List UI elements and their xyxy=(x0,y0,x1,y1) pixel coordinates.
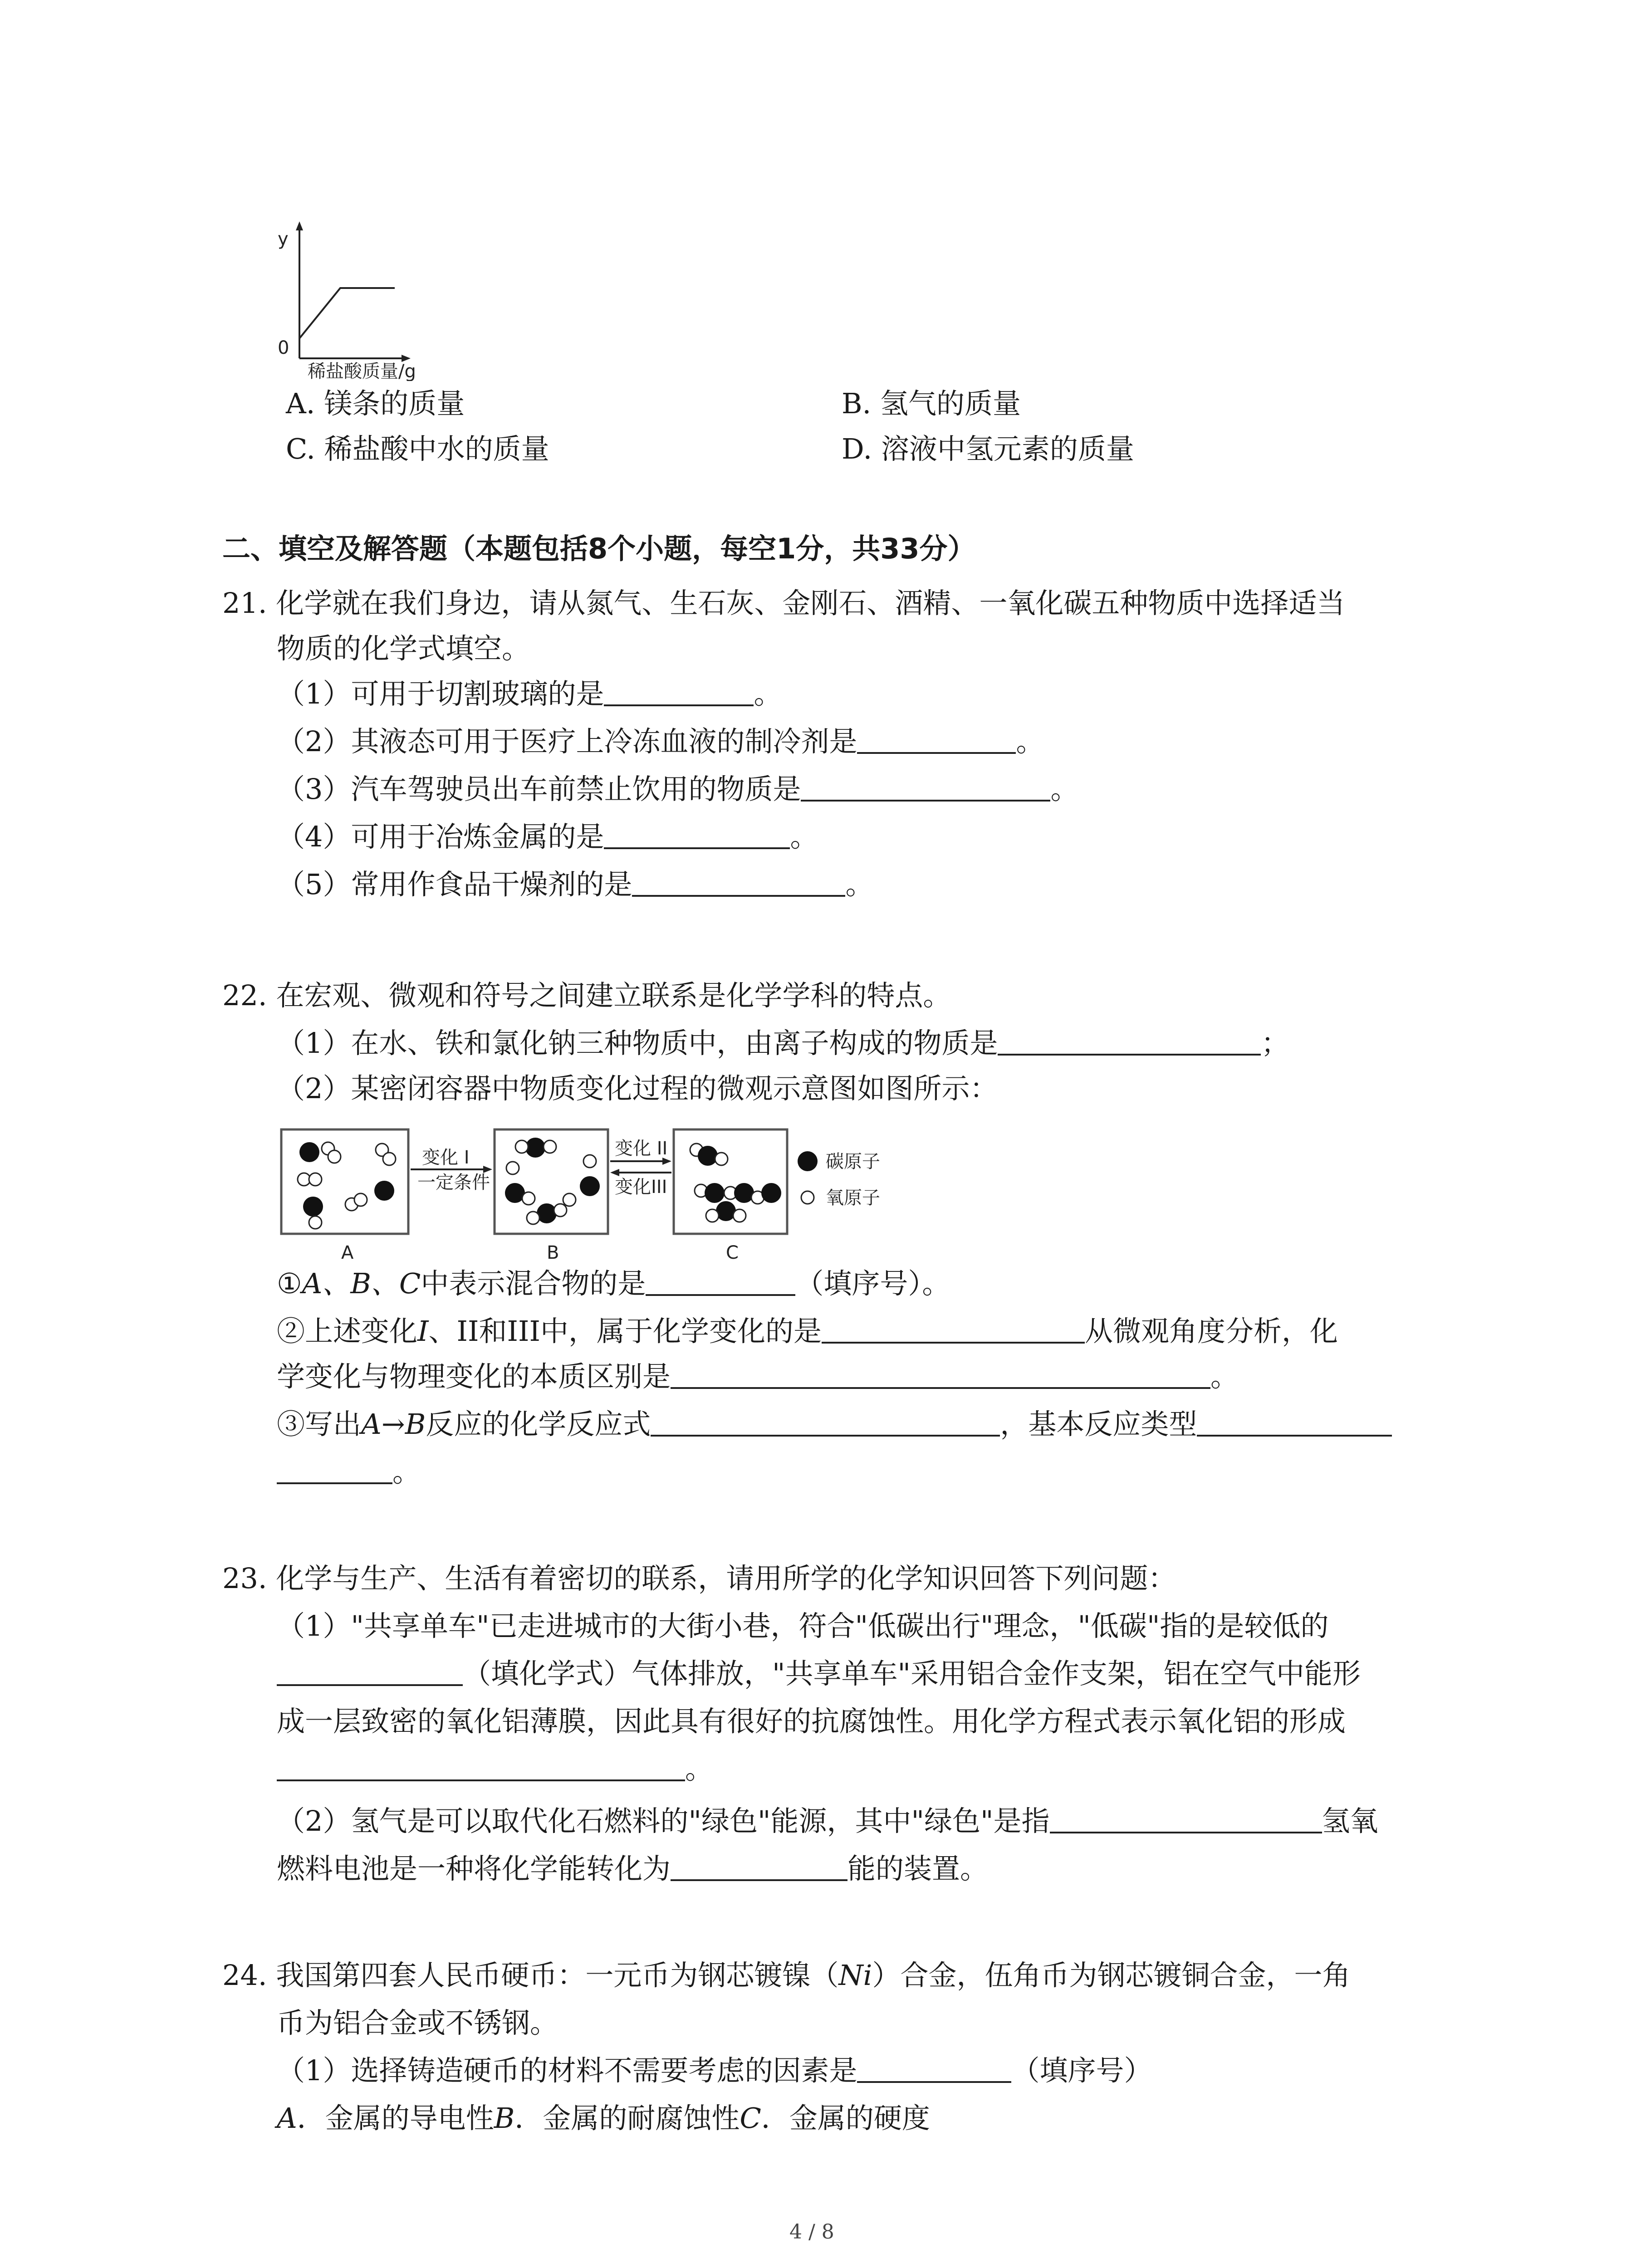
legend-oxygen: 氧原子 xyxy=(826,1188,880,1208)
option-b: B. 氢气的质量 xyxy=(842,387,1021,420)
q22-number: 22. xyxy=(222,979,267,1012)
change2-top: 变化 II xyxy=(615,1138,668,1159)
q21-part5: （5）常用作食品干燥剂的是 。 xyxy=(277,868,874,901)
q24-part1: （1）选择铸造硬币的材料不需要考虑的因素是 （填序号） xyxy=(277,2054,1152,2087)
q24-stem-line1: 24. 我国第四套人民币硬币：一元币为钢芯镀镍（Ni）合金，伍角币为钢芯镀铜合金，一角 xyxy=(222,1959,1351,1992)
legend-carbon: 碳原子 xyxy=(826,1151,880,1172)
change1-bottom: 一定条件 xyxy=(417,1172,490,1193)
box-a-label: A xyxy=(341,1242,354,1261)
q22-blank-chemical-change[interactable] xyxy=(822,1316,1085,1344)
q24-blank1[interactable] xyxy=(857,2056,1011,2083)
q21-part4: （4）可用于冶炼金属的是 。 xyxy=(277,820,818,853)
q22-sub2-line2: 学变化与物理变化的本质区别是 。 xyxy=(277,1360,1239,1393)
option-c: C. 稀盐酸中水的质量 xyxy=(286,432,549,465)
q23-part2-line1: （2）氢气是可以取代化石燃料的"绿色"能源，其中"绿色"是指 氢氧 xyxy=(277,1804,1378,1838)
change1-top: 变化 I xyxy=(422,1147,470,1168)
graph-x-label: 稀盐酸质量/g xyxy=(308,361,416,381)
graph-y-label: y xyxy=(278,229,289,249)
graph-origin-label: 0 xyxy=(278,337,289,358)
q21-stem2: 物质的化学式填空。 xyxy=(277,632,530,665)
q21-blank5[interactable] xyxy=(632,870,845,897)
q21-part1: （1）可用于切割玻璃的是 。 xyxy=(277,677,782,710)
box-b-label: B xyxy=(547,1242,559,1261)
q23-part1-line2: （填化学式）气体排放，"共享单车"采用铝合金作支架，铝在空气中能形 xyxy=(277,1656,1361,1692)
q21-part3: （3）汽车驾驶员出车前禁止饮用的物质是 。 xyxy=(277,772,1079,806)
q21-part2: （2）其液态可用于医疗上冷冻血液的制冷剂是 。 xyxy=(277,725,1044,758)
q23-blank-gas[interactable] xyxy=(277,1659,463,1686)
box-c-label: C xyxy=(726,1242,739,1261)
q22-blank-reaction-type-cont[interactable] xyxy=(277,1457,392,1484)
q22-blank1[interactable] xyxy=(998,1028,1261,1056)
q23-part1-line4: 。 xyxy=(277,1751,713,1787)
q23-number: 23. xyxy=(222,1562,267,1595)
q24-stem-line2: 币为铝合金或不锈钢。 xyxy=(277,2006,558,2039)
q21-number: 21. xyxy=(222,587,267,620)
q23-blank-green[interactable] xyxy=(1050,1806,1322,1833)
option-a: A. 镁条的质量 xyxy=(286,387,465,420)
q21-stem1: 化学就在我们身边，请从氮气、生石灰、金刚石、酒精、一氧化碳五种物质中选择适当 xyxy=(276,587,1345,620)
change2-bottom: 变化III xyxy=(615,1177,667,1198)
q21-blank1[interactable] xyxy=(604,679,754,706)
q22-blank-reaction-type[interactable] xyxy=(1197,1409,1392,1437)
q24-options: A．金属的导电性B．金属的耐腐蚀性C．金属的硬度 xyxy=(277,2102,930,2135)
q22-blank-mixture[interactable] xyxy=(646,1269,795,1296)
section-title: 二、填空及解答题（本题包括8个小题，每空1分，共33分） xyxy=(222,532,976,565)
q22-part2: （2）某密闭容器中物质变化过程的微观示意图如图所示： xyxy=(277,1072,998,1105)
q22-blank-difference[interactable] xyxy=(671,1362,1210,1389)
q23-blank-equation[interactable] xyxy=(277,1754,685,1781)
q23-part1-line1: （1）"共享单车"已走进城市的大街小巷，符合"低碳出行"理念，"低碳"指的是较低的 xyxy=(277,1609,1329,1642)
q21-blank4[interactable] xyxy=(604,822,790,849)
q22-sub3: ③写出A→B反应的化学反应式 ，基本反应类型 xyxy=(277,1406,1392,1442)
q23-part1-line3: 成一层致密的氧化铝薄膜，因此具有很好的抗腐蚀性。用化学方程式表示氧化铝的形成 xyxy=(277,1705,1346,1738)
q22-sub1: ①A、B、C中表示混合物的是 （填序号）。 xyxy=(277,1267,950,1300)
page-number: 4 / 8 xyxy=(789,2220,834,2244)
q22-sub3-line2: 。 xyxy=(277,1454,421,1490)
q21-blank3[interactable] xyxy=(801,774,1050,802)
q21-blank2[interactable] xyxy=(857,727,1016,754)
q23-part2-line2: 燃料电池是一种将化学能转化为 能的装置。 xyxy=(277,1852,989,1885)
option-d: D. 溶液中氢元素的质量 xyxy=(842,432,1134,465)
q24-number: 24. xyxy=(222,1959,267,1992)
q22-blank-equation[interactable] xyxy=(651,1409,1000,1437)
reaction-graph xyxy=(254,218,463,381)
q22-stem: 22. 在宏观、微观和符号之间建立联系是化学学科的特点。 xyxy=(222,979,951,1012)
molecule-diagram xyxy=(272,1125,935,1261)
q23-stem: 23. 化学与生产、生活有着密切的联系，请用所学的化学知识回答下列问题： xyxy=(222,1562,1176,1595)
q23-blank-energy[interactable] xyxy=(671,1854,847,1881)
q22-part1: （1）在水、铁和氯化钠三种物质中，由离子构成的物质是 ； xyxy=(277,1026,1289,1060)
q22-sub2: ②上述变化I、II和III中，属于化学变化的是 从微观角度分析，化 xyxy=(277,1315,1338,1348)
q21-stem-line1 xyxy=(222,585,1345,621)
